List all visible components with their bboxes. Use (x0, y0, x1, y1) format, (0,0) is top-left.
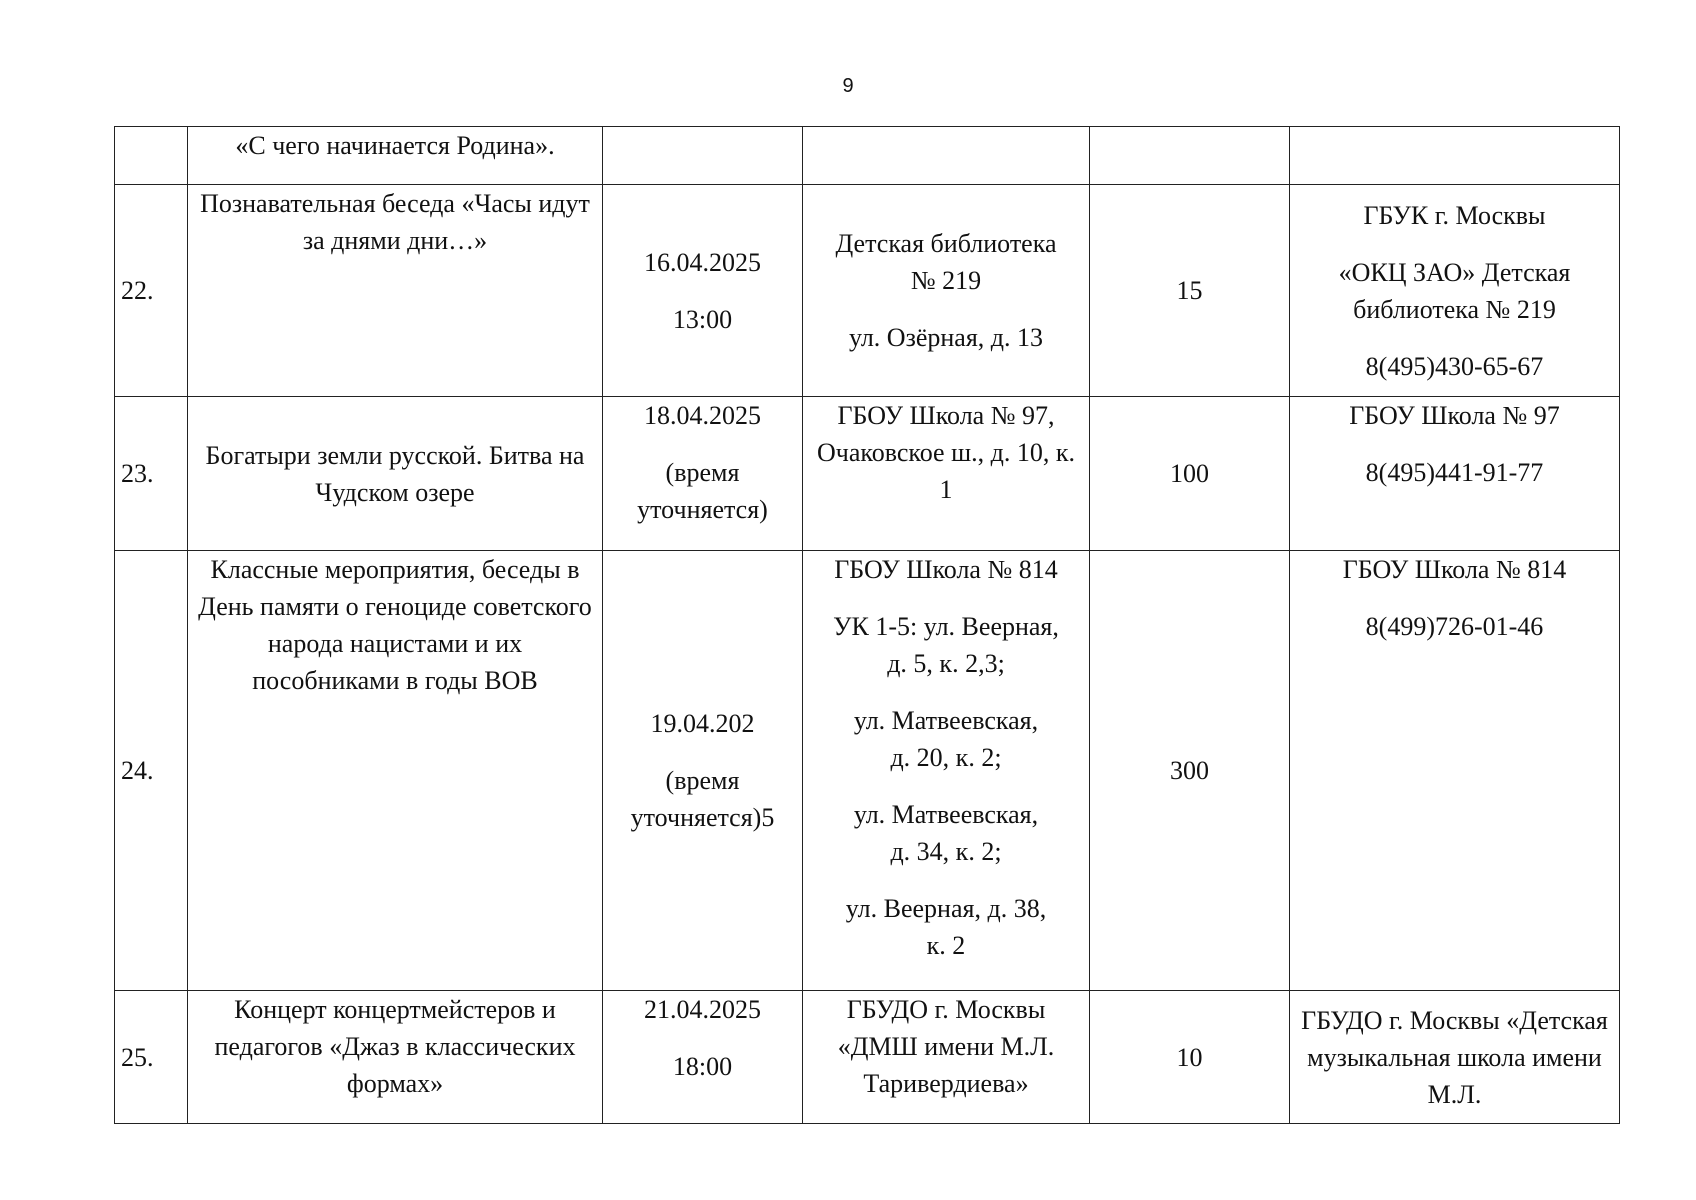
table-row (115, 991, 1620, 1124)
event-date (603, 185, 803, 397)
event-participants (1090, 127, 1290, 185)
table-row (115, 127, 1620, 185)
event-venue (803, 397, 1090, 551)
venue-line: ул. Матвеевская, д. 20, к. 2; (853, 706, 1039, 772)
events-table (114, 126, 1620, 1124)
row-number: 22. (115, 185, 188, 397)
venue-line: ул. Озёрная, д. 13 (848, 323, 1044, 352)
event-date (603, 991, 803, 1124)
event-date-value: 16.04.2025 (644, 247, 761, 277)
venue-line: УК 1-5: ул. Веерная, д. 5, к. 2,3; (833, 612, 1059, 678)
event-venue (803, 185, 1090, 397)
event-participants: 10 (1090, 991, 1290, 1124)
venue-line: ГБОУ Школа № 814 (834, 555, 1058, 584)
organizer-phone: 8(499)726-01-46 (1365, 612, 1544, 641)
event-date-value: 18.04.2025 (644, 401, 761, 430)
page-number: 9 (842, 75, 854, 97)
event-venue (803, 991, 1090, 1124)
event-title: «С чего начинается Родина». (188, 127, 603, 185)
event-venue (803, 551, 1090, 991)
event-title: Концерт концертмейстеров и педагогов «Джаз в классических формах» (188, 991, 603, 1124)
event-organizer (1290, 127, 1620, 185)
organizer-line: ГБУДО г. Москвы «Детская музыкальная школа имени М.Л. (1301, 1005, 1608, 1109)
event-date-value: 21.04.2025 (644, 995, 761, 1024)
organizer-phone: 8(495)430-65-67 (1365, 351, 1544, 381)
event-title: Классные мероприятия, беседы в День памяти о геноциде советского народа нацистами и их пособниками в годы ВОВ (188, 551, 603, 991)
event-participants: 15 (1090, 185, 1290, 397)
venue-line: ГБОУ Школа № 97, Очаковское ш., д. 10, к. 1 (817, 401, 1075, 504)
organizer-line: ГБУК г. Москвы (1363, 200, 1546, 230)
event-title: Познавательная беседа «Часы идут за днями дни…» (188, 185, 603, 397)
event-time-value: 18:00 (672, 1052, 733, 1081)
event-time-value: (время уточняется) (637, 458, 768, 524)
venue-line: ул. Веерная, д. 38, к. 2 (845, 894, 1047, 960)
row-number: 25. (115, 991, 188, 1124)
event-organizer (1290, 397, 1620, 551)
table-row (115, 551, 1620, 991)
event-date (603, 127, 803, 185)
event-date-value: 19.04.202 (650, 709, 755, 738)
event-date (603, 397, 803, 551)
event-participants: 100 (1090, 397, 1290, 551)
venue-line: ул. Матвеевская, д. 34, к. 2; (853, 800, 1039, 866)
table-row (115, 397, 1620, 551)
organizer-line: «ОКЦ ЗАО» Детская библиотека № 219 (1338, 257, 1571, 324)
event-venue (803, 127, 1090, 185)
organizer-line: ГБОУ Школа № 97 (1349, 401, 1560, 430)
table-row (115, 185, 1620, 397)
organizer-phone: 8(495)441-91-77 (1365, 458, 1544, 487)
event-title: Богатыри земли русской. Битва на Чудском озере (188, 397, 603, 551)
event-organizer (1290, 185, 1620, 397)
event-date (603, 551, 803, 991)
row-number: 24. (115, 551, 188, 991)
event-time-value: 13:00 (672, 304, 733, 334)
event-time-value: (время уточняется)5 (630, 766, 775, 832)
row-number (115, 127, 188, 185)
event-participants: 300 (1090, 551, 1290, 991)
event-organizer (1290, 551, 1620, 991)
row-number: 23. (115, 397, 188, 551)
venue-line: ГБУДО г. Москвы «ДМШ имени М.Л. Таривердиева» (837, 995, 1055, 1098)
event-organizer (1290, 991, 1620, 1124)
organizer-line: ГБОУ Школа № 814 (1342, 555, 1567, 584)
venue-line: Детская библиотека № 219 (835, 229, 1057, 295)
